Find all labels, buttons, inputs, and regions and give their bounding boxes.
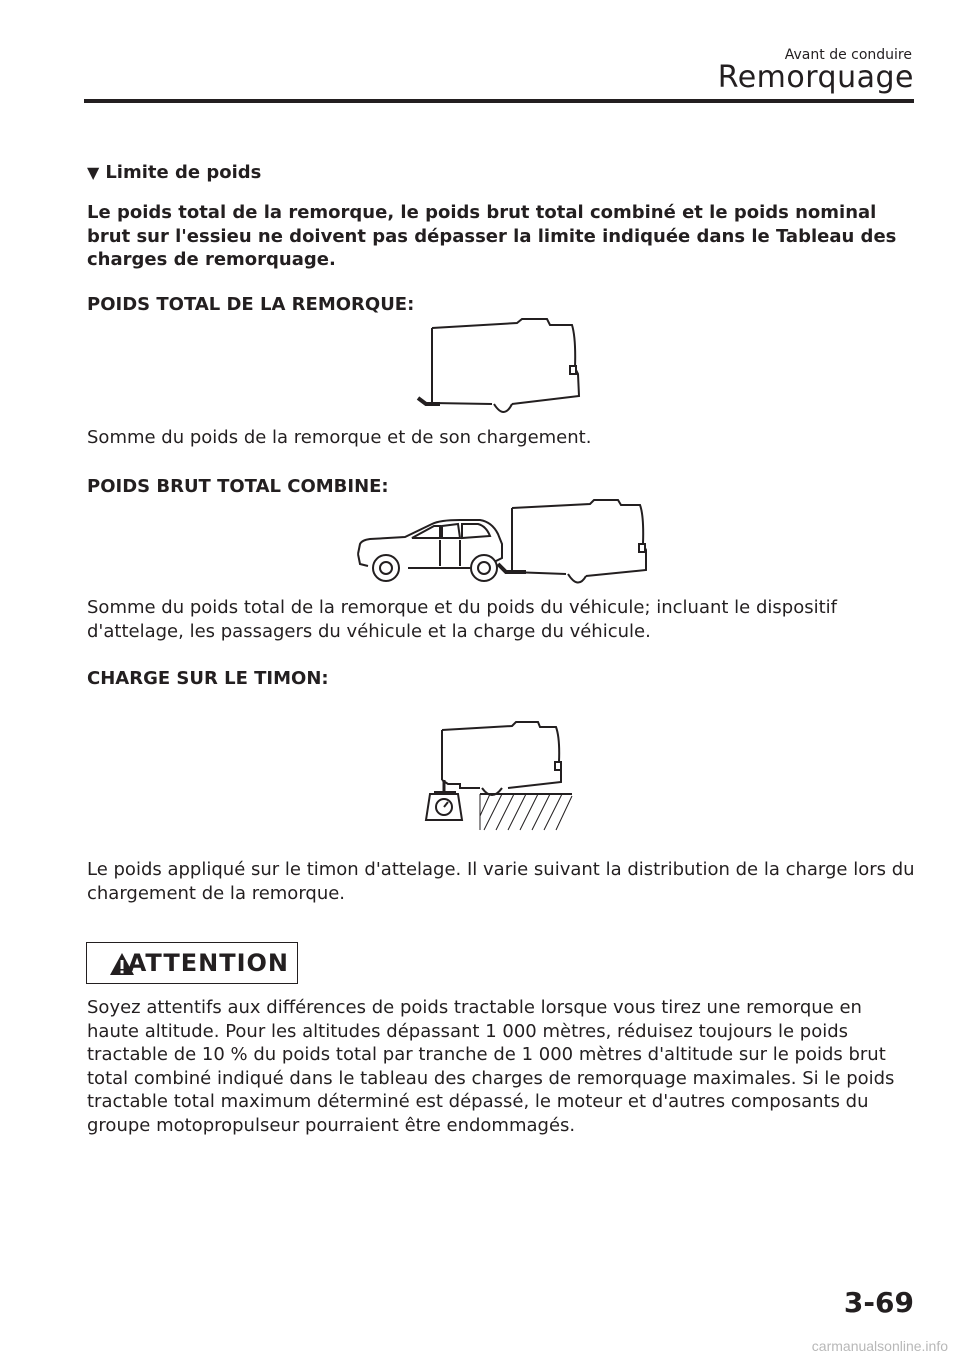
section-heading	[87, 162, 261, 183]
term-description-trailer-weight: Somme du poids de la remorque et de son chargement.	[87, 427, 592, 448]
watermark: carmanualsonline.info	[811, 1338, 948, 1354]
section-heading-text: Limite de poids	[105, 162, 262, 183]
trailer-icon	[412, 318, 590, 418]
term-label-trailer-weight: POIDS TOTAL DE LA REMORQUE:	[87, 294, 415, 315]
page-number: 3-69	[843, 1286, 914, 1319]
intro-paragraph: Le poids total de la remorque, le poids brut total combiné et le poids nominal brut sur l'essieu ne doivent pas dépasser la limite indiquée dans le Tableau des charges de remorquage.	[87, 202, 897, 270]
attention-banner	[86, 942, 298, 984]
warning-triangle-icon	[109, 952, 135, 976]
section-marker: ▼	[87, 163, 100, 182]
page-title: Remorquage	[717, 60, 914, 95]
term-description-tongue-load: Le poids appliqué sur le timon d'attelage. Il varie suivant la distribution de la charge lors du chargement de la remorque.	[87, 859, 915, 904]
term-description-combined-weight: Somme du poids total de la remorque et du poids du véhicule; incluant le dispositif d'attelage, les passagers du véhicule et la charge du véhicule.	[87, 597, 837, 642]
attention-label: ATTENTION	[127, 949, 289, 977]
term-label-tongue-load: CHARGE SUR LE TIMON:	[87, 668, 329, 689]
trailer-on-scale-icon	[408, 718, 576, 834]
term-label-combined-weight: POIDS BRUT TOTAL COMBINE:	[87, 476, 389, 497]
car-towing-trailer-icon	[350, 494, 650, 586]
header-divider	[84, 99, 914, 103]
header-section-label: Avant de conduire	[784, 47, 912, 63]
attention-body: Soyez attentifs aux différences de poids tractable lorsque vous tirez une remorque en haute altitude. Pour les altitudes dépassant 1 000 mètres, réduisez toujours le poids tractable de 10 % du poids total par tranche de 1 000 mètres d'altitude sur le poids brut total combiné indiqué dans le tableau des charges de remorquage maximales. Si le poids tractable total maximum déterminé est dépassé, le moteur et d'autres composants du groupe motopropulseur pourraient être endommagés.	[87, 997, 895, 1136]
